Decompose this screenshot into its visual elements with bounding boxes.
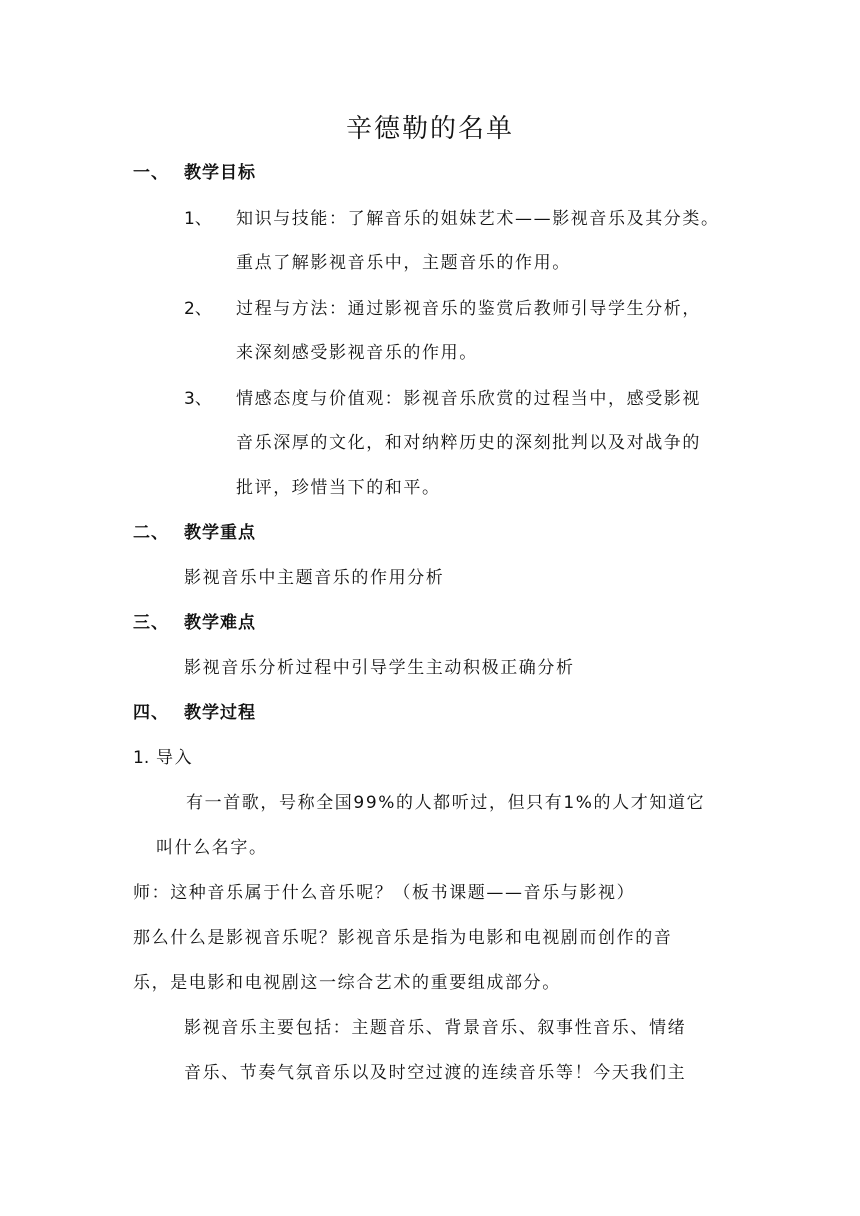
objective-2-line-1: 过程与方法：通过影视音乐的鉴赏后教师引导学生分析，: [236, 299, 701, 319]
objective-3-line-3: 批评，珍惜当下的和平。: [236, 478, 441, 498]
section-4-heading: 教学过程: [184, 703, 256, 723]
section-3-number: 三、: [133, 613, 169, 633]
objective-3-number: 3、: [184, 389, 212, 409]
types-line-1: 影视音乐主要包括：主题音乐、背景音乐、叙事性音乐、情绪: [184, 1018, 687, 1038]
section-3-body: 影视音乐分析过程中引导学生主动积极正确分析: [184, 658, 575, 678]
subsection-1-number: 1.: [133, 748, 150, 768]
intro-paragraph-line-2: 叫什么名字。: [156, 838, 268, 858]
definition-line-1: 那么什么是影视音乐呢？影视音乐是指为电影和电视剧而创作的音: [133, 928, 673, 948]
section-2-body: 影视音乐中主题音乐的作用分析: [184, 568, 445, 588]
objective-2-line-2: 来深刻感受影视音乐的作用。: [236, 343, 478, 363]
objective-1-number: 1、: [184, 209, 212, 229]
intro-paragraph-line-1: 有一首歌，号称全国99%的人都听过，但只有1%的人才知道它: [186, 793, 706, 813]
objective-3-line-2: 音乐深厚的文化，和对纳粹历史的深刻批判以及对战争的: [236, 433, 701, 453]
objective-1-line-2: 重点了解影视音乐中，主题音乐的作用。: [236, 253, 571, 273]
section-4-number: 四、: [133, 703, 169, 723]
definition-line-2: 乐，是电影和电视剧这一综合艺术的重要组成部分。: [133, 973, 561, 993]
objective-2-number: 2、: [184, 299, 212, 319]
teacher-question: 师：这种音乐属于什么音乐呢？（板书课题——音乐与影视）: [133, 883, 636, 903]
objective-1-line-1: 知识与技能：了解音乐的姐妹艺术——影视音乐及其分类。: [236, 209, 720, 229]
section-2-heading: 教学重点: [184, 523, 256, 543]
subsection-1-heading: 导入: [156, 748, 194, 768]
section-3-heading: 教学难点: [184, 613, 256, 633]
objective-3-line-1: 情感态度与价值观：影视音乐欣赏的过程当中，感受影视: [236, 389, 701, 409]
types-line-2: 音乐、节奏气氛音乐以及时空过渡的连续音乐等！今天我们主: [184, 1063, 687, 1083]
page-title: 辛德勒的名单: [345, 114, 514, 144]
section-1-number: 一、: [133, 163, 169, 183]
section-2-number: 二、: [133, 523, 169, 543]
section-1-heading: 教学目标: [184, 163, 256, 183]
